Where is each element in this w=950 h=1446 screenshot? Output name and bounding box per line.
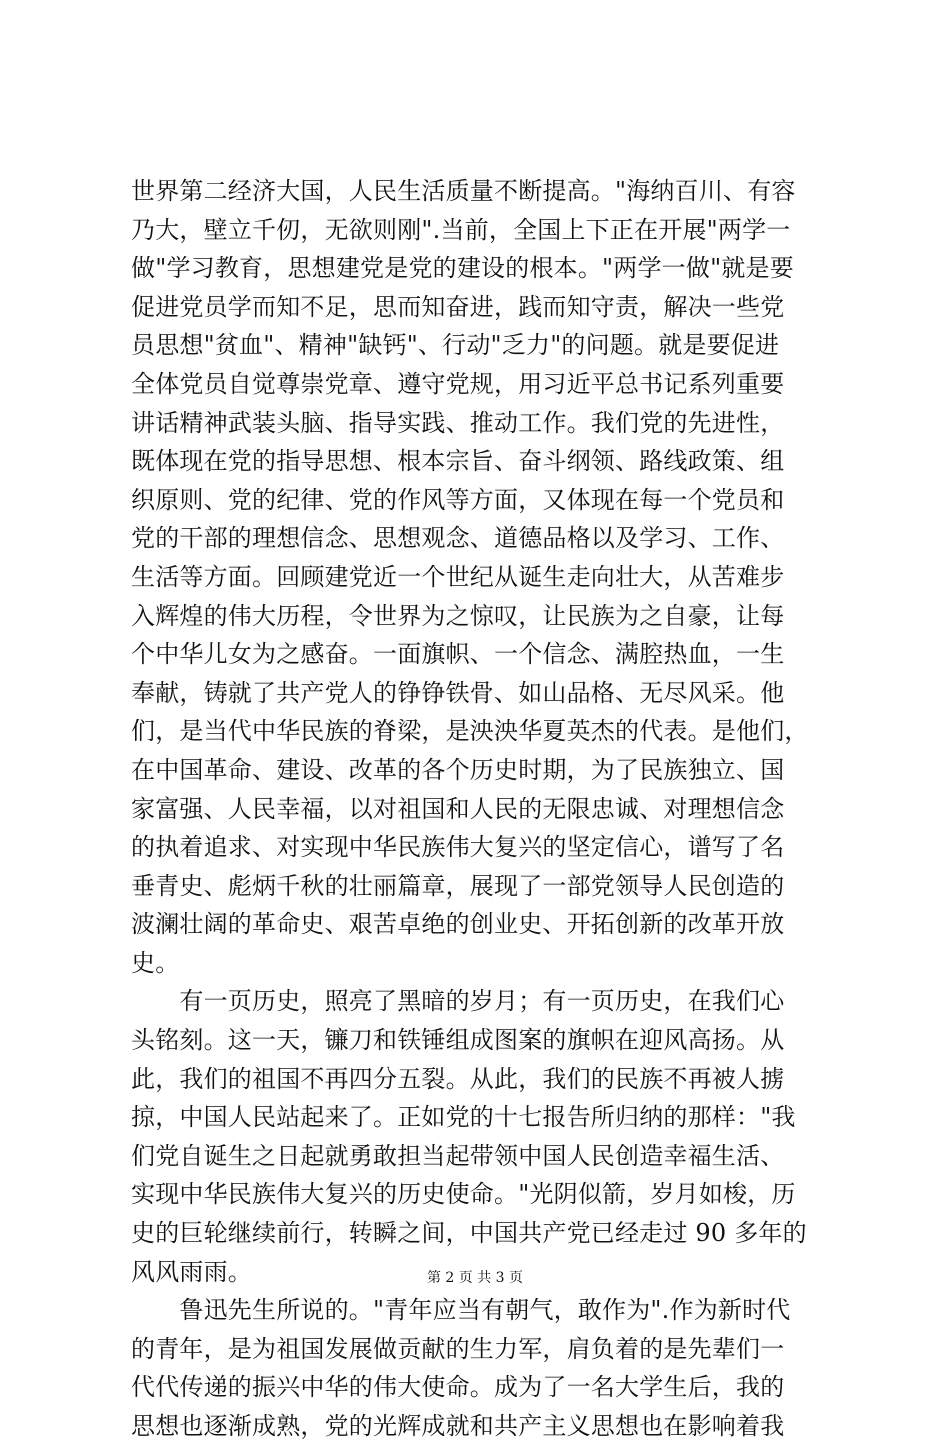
- text-line: 织原则、党的纪律、党的作风等方面，又体现在每一个党员和: [131, 485, 785, 514]
- text-line: 促进党员学而知不足，思而知奋进，践而知守责，解决一些党: [131, 292, 785, 321]
- text-line: 史的巨轮继续前行，转瞬之间，中国共产党已经走过 90 多年的: [131, 1219, 807, 1248]
- text-line: 党的干部的理想信念、思想观念、道德品格以及学习、工作、: [131, 524, 785, 553]
- text-line: 既体现在党的指导思想、根本宗旨、奋斗纲领、路线政策、组: [131, 447, 785, 476]
- text-line: 史。: [131, 948, 180, 977]
- text-line: 们党自诞生之日起就勇敢担当起带领中国人民创造幸福生活、: [131, 1141, 785, 1170]
- text-line: 实现中华民族伟大复兴的历史使命。"光阴似箭，岁月如梭，历: [131, 1180, 796, 1209]
- text-line: 此，我们的祖国不再四分五裂。从此，我们的民族不再被人掳: [131, 1064, 785, 1093]
- text-line: 风风雨雨。: [131, 1257, 252, 1286]
- text-line: 的青年，是为祖国发展做贡献的生力军，肩负着的是先辈们一: [131, 1334, 785, 1363]
- text-line: 们，是当代中华民族的脊梁，是泱泱华夏英杰的代表。是他们，: [131, 717, 809, 746]
- text-line: 生活等方面。回顾建党近一个世纪从诞生走向壮大，从苦难步: [131, 562, 785, 591]
- text-line: 掠，中国人民站起来了。正如党的十七报告所归纳的那样："我: [131, 1103, 796, 1132]
- text-line: 的执着追求、对实现中华民族伟大复兴的坚定信心，谱写了名: [131, 833, 785, 862]
- text-line: 代代传递的振兴中华的伟大使命。成为了一名大学生后，我的: [131, 1373, 785, 1402]
- text-line: 员思想"贫血"、精神"缺钙"、行动"乏力"的问题。就是要促进: [131, 331, 780, 360]
- text-line: 个中华儿女为之感奋。一面旗帜、一个信念、满腔热血，一生: [131, 640, 785, 669]
- text-line: 全体党员自觉尊崇党章、遵守党规，用习近平总书记系列重要: [131, 369, 785, 398]
- text-line: 讲话精神武装头脑、指导实践、推动工作。我们党的先进性，: [131, 408, 785, 437]
- text-line: 在中国革命、建设、改革的各个历史时期，为了民族独立、国: [131, 755, 785, 784]
- text-line: 思想也逐渐成熟，党的光辉成就和共产主义思想也在影响着我: [131, 1412, 785, 1440]
- text-line: 家富强、人民幸福，以对祖国和人民的无限忠诚、对理想信念: [131, 794, 785, 823]
- text-line: 入辉煌的伟大历程，令世界为之惊叹，让民族为之自豪，让每: [131, 601, 785, 630]
- page-footer: 第 2 页 共 3 页: [426, 1270, 524, 1286]
- text-line: 乃大，壁立千仞，无欲则刚".当前，全国上下正在开展"两学一: [131, 215, 791, 244]
- text-line: 波澜壮阔的革命史、艰苦卓绝的创业史、开拓创新的改革开放: [131, 910, 785, 939]
- text-line: 头铭刻。这一天，镰刀和铁锤组成图案的旗帜在迎风高扬。从: [131, 1026, 785, 1055]
- text-line: 垂青史、彪炳千秋的壮丽篇章，展现了一部党领导人民创造的: [131, 871, 785, 900]
- text-line: 奉献，铸就了共产党人的铮铮铁骨、如山品格、无尽风采。他: [131, 678, 785, 707]
- text-line: 世界第二经济大国，人民生活质量不断提高。"海纳百川、有容: [131, 177, 796, 205]
- text-line: 有一页历史，照亮了黑暗的岁月；有一页历史，在我们心: [131, 987, 785, 1016]
- body-text: [131, 172, 831, 1446]
- text-line: 鲁迅先生所说的。"青年应当有朝气，敢作为".作为新时代: [131, 1296, 791, 1325]
- text-line: 做"学习教育，思想建党是党的建设的根本。"两学一做"就是要: [131, 254, 794, 283]
